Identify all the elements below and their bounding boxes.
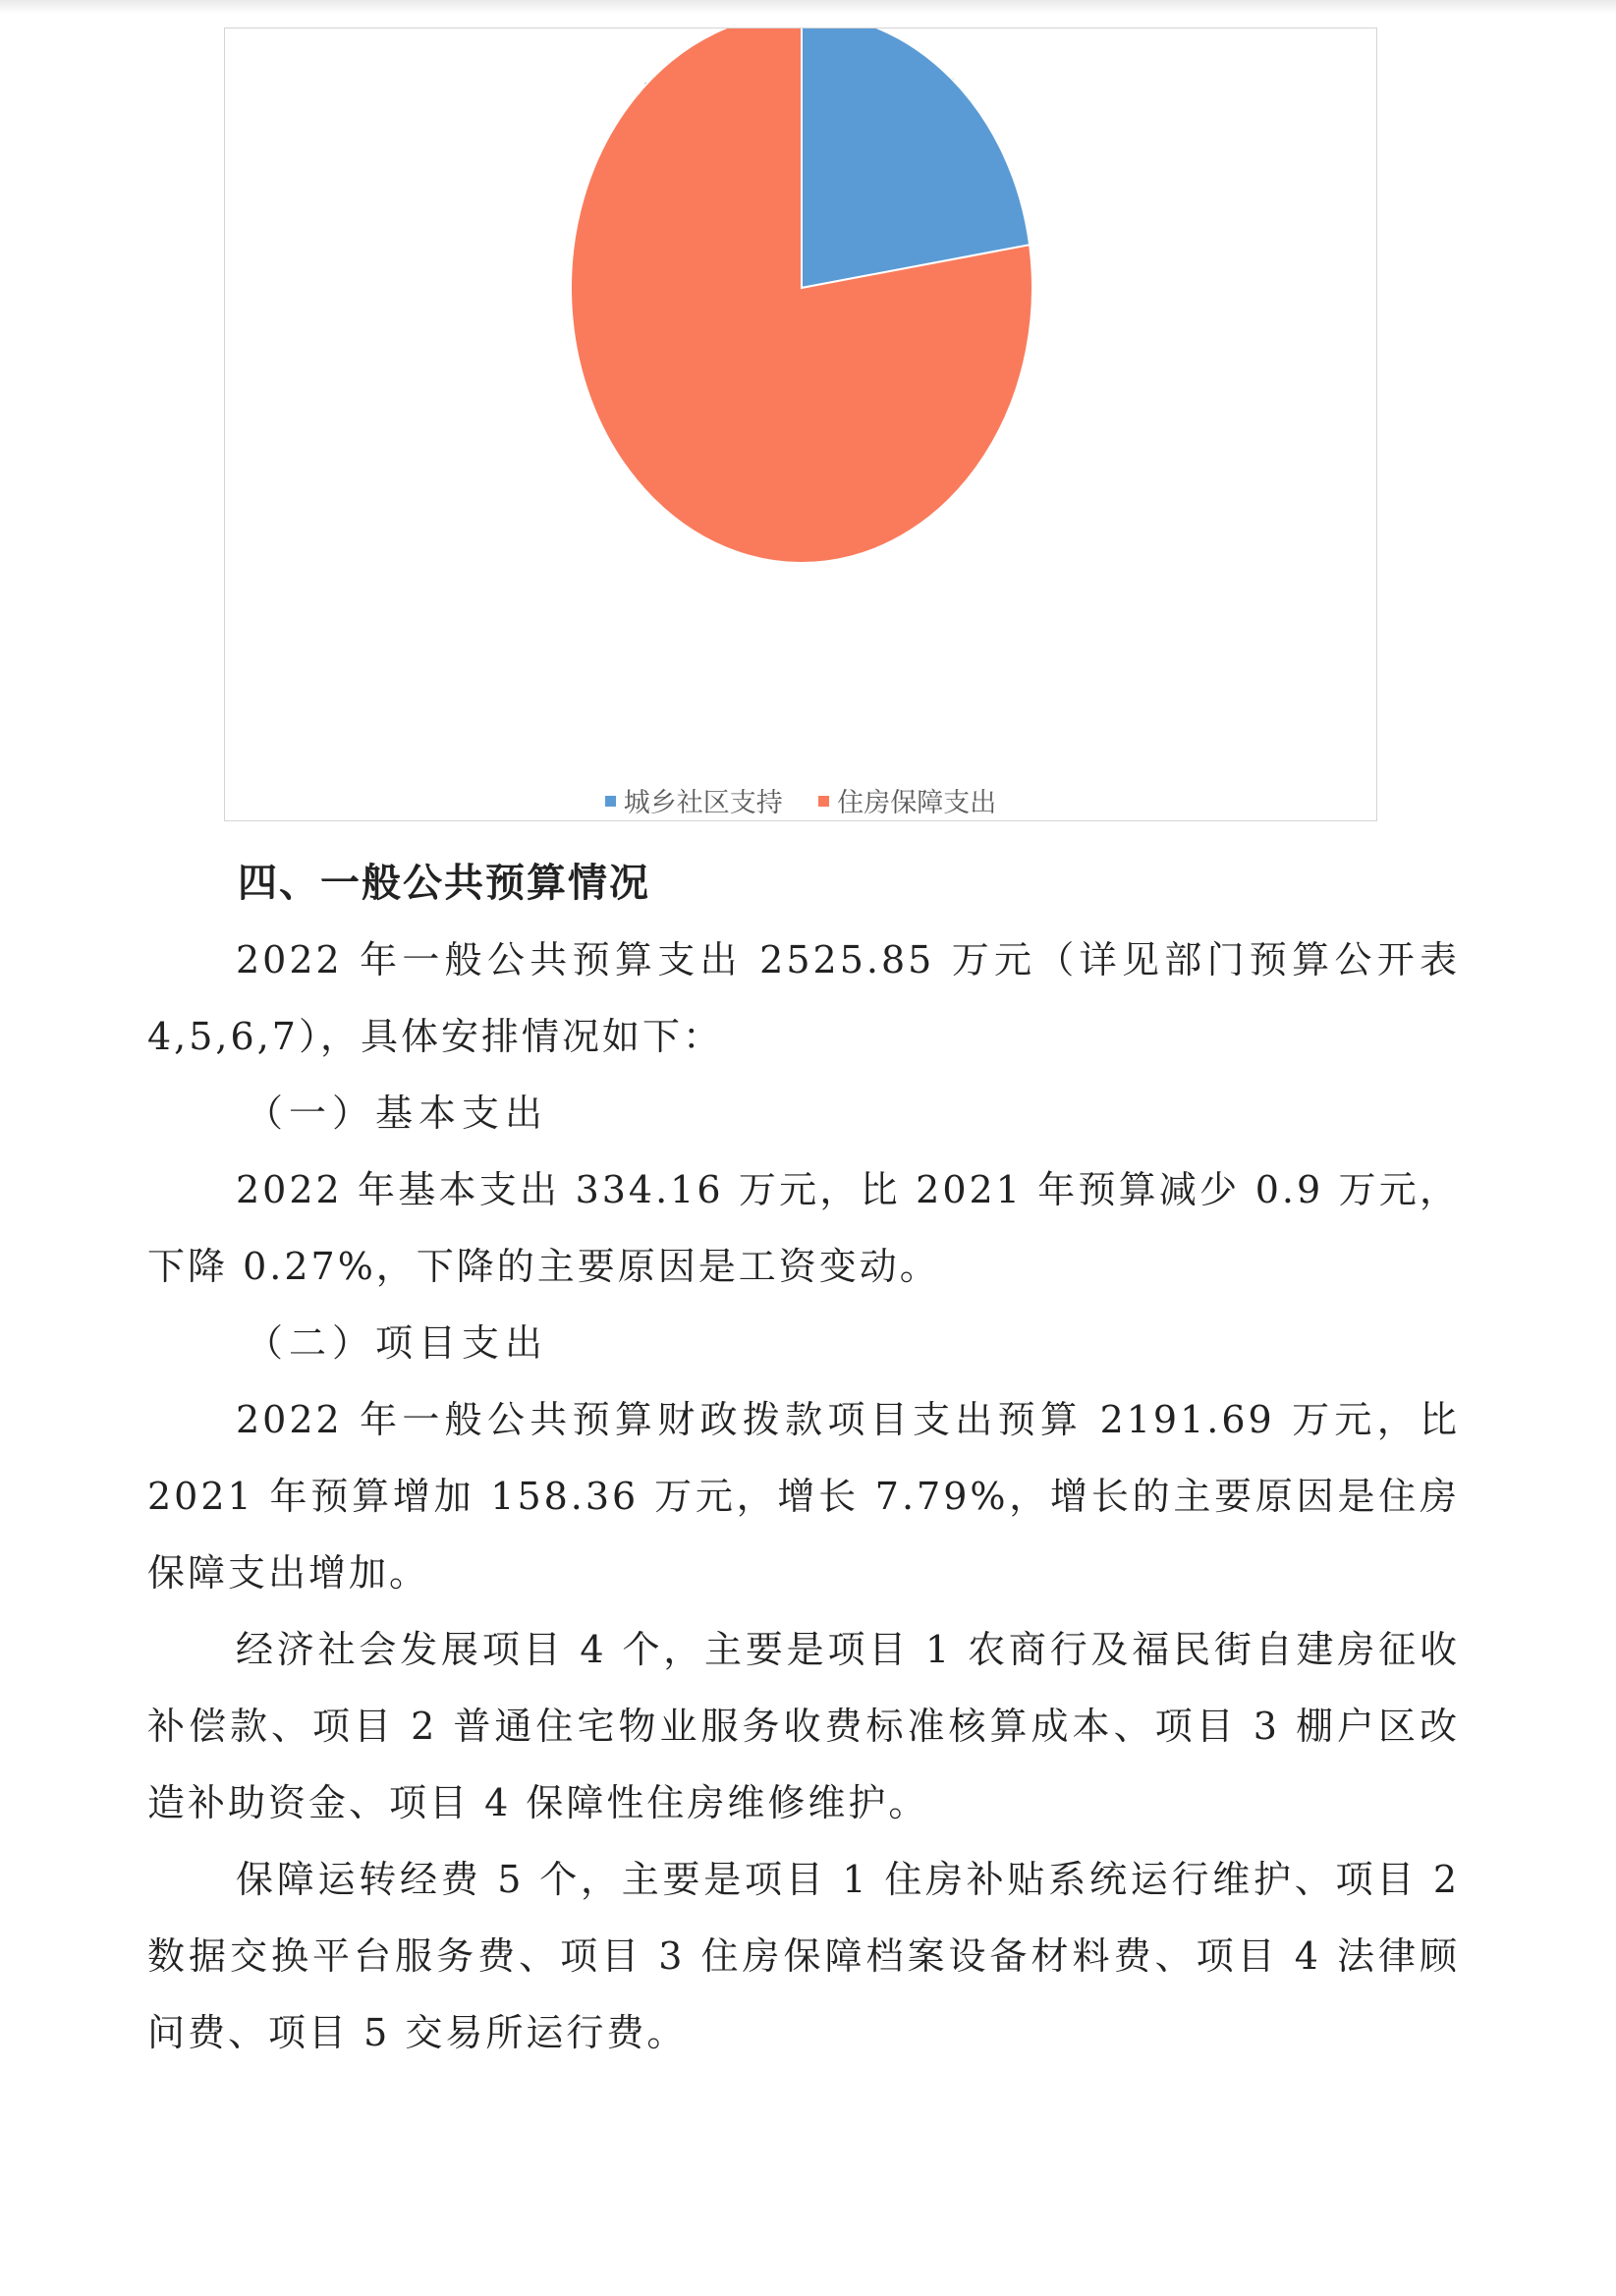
legend-label: 住房保障支出 xyxy=(837,788,997,818)
pie-chart-frame xyxy=(224,28,1377,821)
page-edge-shadow xyxy=(0,0,1616,14)
document-body xyxy=(147,845,1460,2071)
legend-label: 城乡社区支持 xyxy=(623,788,783,818)
pie-slice-0 xyxy=(802,28,1030,288)
basic-expenditure-paragraph: 2022 年基本支出 334.16 万元，比 2021 年预算减少 0.9 万元，下降 0.27%，下降的主要原因是工资变动。 xyxy=(147,1168,1460,1288)
project-expenditure-heading: （二）项目支出 xyxy=(246,1321,549,1365)
pie-chart xyxy=(225,28,1378,822)
project-expenditure-paragraph: 2022 年一般公共预算财政拨款项目支出预算 2191.69 万元，比 2021 年预算增加 158.36 万元，增长 7.79%，增长的主要原因是住房保障支出增加。 xyxy=(147,1398,1460,1595)
legend-swatch-blue xyxy=(605,796,616,807)
chart-legend xyxy=(225,781,1376,819)
legend-item-urban-rural xyxy=(605,781,783,819)
section-heading: 四、一般公共预算情况 xyxy=(238,861,650,906)
operations-projects-paragraph: 保障运转经费 5 个，主要是项目 1 住房补贴系统运行维护、项目 2 数据交换平台服务费、项目 3 住房保障档案设备材料费、项目 4 法律顾问费、项目 5 交易所运行费。 xyxy=(147,1858,1460,2054)
legend-item-housing xyxy=(818,781,996,819)
basic-expenditure-heading: （一）基本支出 xyxy=(246,1092,549,1135)
legend-swatch-orange xyxy=(818,796,829,807)
economic-projects-paragraph: 经济社会发展项目 4 个，主要是项目 1 农商行及福民街自建房征收补偿款、项目 2 普通住宅物业服务收费标准核算成本、项目 3 棚户区改造补助资金、项目 4 保障性住房维修维护。 xyxy=(147,1628,1460,1824)
intro-paragraph: 2022 年一般公共预算支出 2525.85 万元（详见部门预算公开表 4,5,6,7），具体安排情况如下： xyxy=(147,938,1460,1058)
